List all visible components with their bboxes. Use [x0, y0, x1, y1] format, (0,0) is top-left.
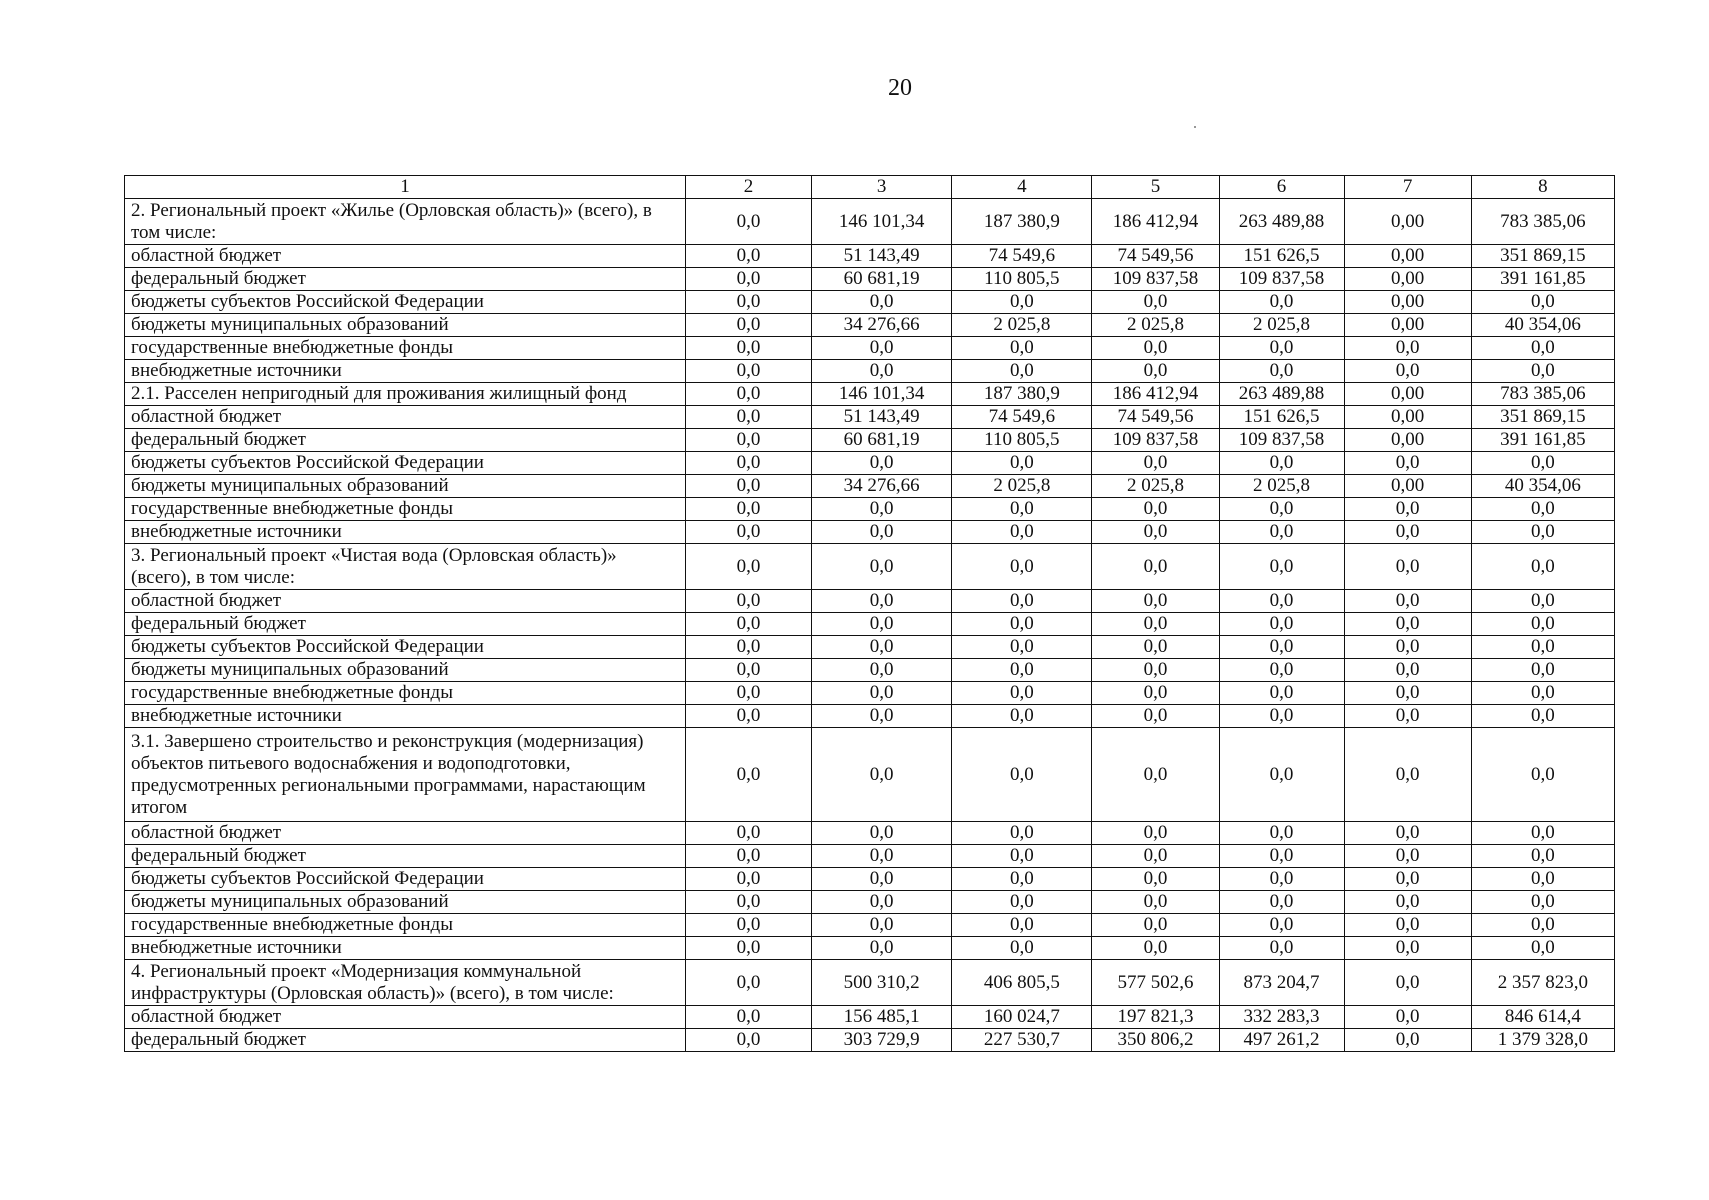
- cell-value: 0,0: [1092, 452, 1219, 475]
- cell-value: 0,0: [685, 822, 811, 845]
- cell-value: 0,0: [952, 590, 1092, 613]
- cell-value: 0,0: [685, 406, 811, 429]
- cell-value: 2 025,8: [1092, 314, 1219, 337]
- cell-value: 0,0: [1219, 636, 1344, 659]
- cell-value: 0,0: [1092, 360, 1219, 383]
- cell-value: 0,0: [811, 452, 951, 475]
- table-row: [125, 199, 1615, 245]
- cell-value: 0,00: [1344, 268, 1471, 291]
- column-number-2: 2: [685, 176, 811, 199]
- row-label: федеральный бюджет: [125, 613, 686, 636]
- row-label: областной бюджет: [125, 590, 686, 613]
- cell-value: 0,0: [685, 937, 811, 960]
- cell-value: 0,0: [1344, 636, 1471, 659]
- cell-value: 186 412,94: [1092, 383, 1219, 406]
- cell-value: 0,0: [1344, 845, 1471, 868]
- cell-value: 0,0: [1092, 914, 1219, 937]
- cell-value: 146 101,34: [811, 199, 951, 245]
- cell-value: 0,0: [1471, 659, 1614, 682]
- cell-value: 873 204,7: [1219, 960, 1344, 1006]
- cell-value: 0,0: [811, 822, 951, 845]
- cell-value: 151 626,5: [1219, 406, 1344, 429]
- cell-value: 0,0: [685, 636, 811, 659]
- cell-value: 0,0: [1092, 845, 1219, 868]
- cell-value: 0,0: [952, 452, 1092, 475]
- cell-value: 0,0: [1092, 937, 1219, 960]
- table-row: [125, 845, 1615, 868]
- cell-value: 0,00: [1344, 475, 1471, 498]
- cell-value: 0,0: [1092, 544, 1219, 590]
- cell-value: 40 354,06: [1471, 475, 1614, 498]
- row-label: бюджеты муниципальных образований: [125, 891, 686, 914]
- row-label: 3. Региональный проект «Чистая вода (Орловская область)» (всего), в том числе:: [125, 544, 686, 590]
- cell-value: 0,0: [952, 498, 1092, 521]
- cell-value: 0,0: [1471, 360, 1614, 383]
- row-label: внебюджетные источники: [125, 705, 686, 728]
- cell-value: 0,0: [1471, 914, 1614, 937]
- row-label: областной бюджет: [125, 1006, 686, 1029]
- cell-value: 0,0: [952, 613, 1092, 636]
- cell-value: 0,0: [1219, 728, 1344, 822]
- cell-value: 0,0: [1092, 590, 1219, 613]
- cell-value: 0,0: [1344, 659, 1471, 682]
- cell-value: 0,00: [1344, 429, 1471, 452]
- cell-value: 0,0: [811, 937, 951, 960]
- cell-value: 0,0: [1471, 868, 1614, 891]
- cell-value: 186 412,94: [1092, 199, 1219, 245]
- table-row: [125, 475, 1615, 498]
- cell-value: 0,0: [685, 360, 811, 383]
- cell-value: 0,0: [1471, 728, 1614, 822]
- cell-value: 0,0: [1219, 452, 1344, 475]
- cell-value: 0,0: [1092, 659, 1219, 682]
- cell-value: 0,0: [1344, 960, 1471, 1006]
- cell-value: 0,0: [1344, 1029, 1471, 1052]
- row-label: федеральный бюджет: [125, 845, 686, 868]
- cell-value: 0,0: [811, 728, 951, 822]
- cell-value: 1 379 328,0: [1471, 1029, 1614, 1052]
- row-label: областной бюджет: [125, 245, 686, 268]
- cell-value: 109 837,58: [1092, 268, 1219, 291]
- cell-value: 0,0: [811, 659, 951, 682]
- cell-value: 332 283,3: [1219, 1006, 1344, 1029]
- cell-value: 2 357 823,0: [1471, 960, 1614, 1006]
- table-row: [125, 613, 1615, 636]
- table-row: [125, 822, 1615, 845]
- cell-value: 74 549,56: [1092, 245, 1219, 268]
- cell-value: 0,00: [1344, 199, 1471, 245]
- cell-value: 0,0: [1092, 636, 1219, 659]
- row-label: бюджеты муниципальных образований: [125, 659, 686, 682]
- cell-value: 2 025,8: [1092, 475, 1219, 498]
- cell-value: 0,0: [1092, 891, 1219, 914]
- row-label: внебюджетные источники: [125, 360, 686, 383]
- table-row: [125, 1029, 1615, 1052]
- column-number-6: 6: [1219, 176, 1344, 199]
- cell-value: 0,0: [1092, 682, 1219, 705]
- cell-value: 0,0: [685, 1029, 811, 1052]
- cell-value: 0,0: [1219, 360, 1344, 383]
- cell-value: 51 143,49: [811, 406, 951, 429]
- cell-value: 156 485,1: [811, 1006, 951, 1029]
- cell-value: 0,0: [1092, 822, 1219, 845]
- cell-value: 0,0: [1092, 705, 1219, 728]
- cell-value: 0,0: [1471, 891, 1614, 914]
- cell-value: 0,0: [1219, 705, 1344, 728]
- table-row: [125, 383, 1615, 406]
- cell-value: 0,0: [685, 291, 811, 314]
- cell-value: 0,0: [1471, 498, 1614, 521]
- column-number-1: 1: [125, 176, 686, 199]
- cell-value: 0,0: [1471, 452, 1614, 475]
- cell-value: 0,0: [952, 636, 1092, 659]
- cell-value: 2 025,8: [952, 475, 1092, 498]
- cell-value: 0,0: [1471, 521, 1614, 544]
- cell-value: 0,0: [1471, 822, 1614, 845]
- cell-value: 0,0: [811, 914, 951, 937]
- cell-value: 0,0: [1219, 337, 1344, 360]
- table-row: [125, 659, 1615, 682]
- cell-value: 110 805,5: [952, 429, 1092, 452]
- cell-value: 0,0: [811, 682, 951, 705]
- cell-value: 109 837,58: [1219, 268, 1344, 291]
- cell-value: 0,0: [952, 728, 1092, 822]
- cell-value: 0,0: [685, 613, 811, 636]
- row-label: бюджеты субъектов Российской Федерации: [125, 636, 686, 659]
- cell-value: 0,0: [685, 845, 811, 868]
- row-label: 4. Региональный проект «Модернизация коммунальной инфраструктуры (Орловская область)» (всего), в том числе:: [125, 960, 686, 1006]
- cell-value: 0,0: [811, 291, 951, 314]
- cell-value: 0,0: [1219, 544, 1344, 590]
- cell-value: 0,00: [1344, 406, 1471, 429]
- cell-value: 151 626,5: [1219, 245, 1344, 268]
- cell-value: 846 614,4: [1471, 1006, 1614, 1029]
- table-row: [125, 291, 1615, 314]
- table-row: [125, 914, 1615, 937]
- row-label: федеральный бюджет: [125, 429, 686, 452]
- cell-value: 0,0: [1471, 337, 1614, 360]
- cell-value: 0,0: [1344, 452, 1471, 475]
- table-row: [125, 544, 1615, 590]
- table-row: [125, 682, 1615, 705]
- cell-value: 0,0: [1344, 1006, 1471, 1029]
- cell-value: 0,0: [1471, 636, 1614, 659]
- column-number-8: 8: [1471, 176, 1614, 199]
- row-label: областной бюджет: [125, 406, 686, 429]
- cell-value: 0,0: [811, 521, 951, 544]
- cell-value: 0,0: [1092, 337, 1219, 360]
- cell-value: 0,0: [685, 659, 811, 682]
- cell-value: 2 025,8: [952, 314, 1092, 337]
- cell-value: 0,0: [1219, 845, 1344, 868]
- cell-value: 197 821,3: [1092, 1006, 1219, 1029]
- cell-value: 0,0: [952, 659, 1092, 682]
- cell-value: 500 310,2: [811, 960, 951, 1006]
- row-label: 3.1. Завершено строительство и реконструкция (модернизация) объектов питьевого водоснабжения и водоподготовки, предусмотренных региональными программами, нарастающим итогом: [125, 728, 686, 822]
- cell-value: 34 276,66: [811, 314, 951, 337]
- cell-value: 0,00: [1344, 383, 1471, 406]
- row-label: государственные внебюджетные фонды: [125, 337, 686, 360]
- cell-value: 0,0: [1344, 544, 1471, 590]
- cell-value: 0,0: [1344, 682, 1471, 705]
- cell-value: 0,0: [952, 544, 1092, 590]
- cell-value: 0,0: [1219, 498, 1344, 521]
- cell-value: 0,0: [1471, 590, 1614, 613]
- cell-value: 0,0: [685, 914, 811, 937]
- cell-value: 303 729,9: [811, 1029, 951, 1052]
- table-row: [125, 1006, 1615, 1029]
- cell-value: 187 380,9: [952, 383, 1092, 406]
- cell-value: 0,0: [685, 868, 811, 891]
- cell-value: 0,0: [1219, 613, 1344, 636]
- row-label: бюджеты субъектов Российской Федерации: [125, 291, 686, 314]
- cell-value: 0,0: [685, 544, 811, 590]
- cell-value: 0,0: [811, 544, 951, 590]
- cell-value: 0,0: [952, 705, 1092, 728]
- cell-value: 0,0: [952, 937, 1092, 960]
- cell-value: 0,0: [1471, 845, 1614, 868]
- cell-value: 0,0: [685, 498, 811, 521]
- table-row: [125, 937, 1615, 960]
- cell-value: 74 549,6: [952, 406, 1092, 429]
- cell-value: 351 869,15: [1471, 406, 1614, 429]
- cell-value: 0,0: [1344, 337, 1471, 360]
- page-number: 20: [888, 75, 912, 101]
- cell-value: 0,0: [811, 636, 951, 659]
- cell-value: 0,0: [1219, 659, 1344, 682]
- row-label: областной бюджет: [125, 822, 686, 845]
- row-label: внебюджетные источники: [125, 937, 686, 960]
- column-number-7: 7: [1344, 176, 1471, 199]
- cell-value: 51 143,49: [811, 245, 951, 268]
- cell-value: 0,0: [685, 960, 811, 1006]
- cell-value: 0,0: [1092, 613, 1219, 636]
- row-label: государственные внебюджетные фонды: [125, 498, 686, 521]
- table-row: [125, 636, 1615, 659]
- cell-value: 0,0: [1092, 291, 1219, 314]
- cell-value: 34 276,66: [811, 475, 951, 498]
- cell-value: 0,0: [952, 845, 1092, 868]
- cell-value: 0,0: [685, 245, 811, 268]
- cell-value: 146 101,34: [811, 383, 951, 406]
- table-row: [125, 245, 1615, 268]
- scan-speck: [1194, 126, 1196, 128]
- cell-value: 0,0: [1219, 682, 1344, 705]
- row-label: федеральный бюджет: [125, 268, 686, 291]
- table-row: [125, 406, 1615, 429]
- cell-value: 74 549,56: [1092, 406, 1219, 429]
- cell-value: 0,0: [1219, 590, 1344, 613]
- cell-value: 0,0: [685, 590, 811, 613]
- column-number-row: [125, 176, 1615, 199]
- table-row: [125, 960, 1615, 1006]
- cell-value: 0,0: [1344, 360, 1471, 383]
- table-body: [125, 199, 1615, 1052]
- row-label: бюджеты субъектов Российской Федерации: [125, 868, 686, 891]
- cell-value: 0,0: [1092, 868, 1219, 891]
- table-row: [125, 314, 1615, 337]
- cell-value: 0,0: [685, 521, 811, 544]
- table-row: [125, 268, 1615, 291]
- cell-value: 350 806,2: [1092, 1029, 1219, 1052]
- row-label: бюджеты муниципальных образований: [125, 475, 686, 498]
- cell-value: 109 837,58: [1092, 429, 1219, 452]
- cell-value: 577 502,6: [1092, 960, 1219, 1006]
- cell-value: 0,00: [1344, 314, 1471, 337]
- cell-value: 0,0: [1471, 682, 1614, 705]
- cell-value: 0,0: [685, 728, 811, 822]
- cell-value: 0,0: [811, 845, 951, 868]
- cell-value: 0,0: [1344, 705, 1471, 728]
- column-number-5: 5: [1092, 176, 1219, 199]
- cell-value: 0,0: [952, 868, 1092, 891]
- cell-value: 0,0: [952, 682, 1092, 705]
- cell-value: 0,0: [1344, 822, 1471, 845]
- cell-value: 0,0: [1344, 891, 1471, 914]
- cell-value: 0,0: [811, 613, 951, 636]
- cell-value: 109 837,58: [1219, 429, 1344, 452]
- cell-value: 0,0: [952, 337, 1092, 360]
- cell-value: 351 869,15: [1471, 245, 1614, 268]
- cell-value: 0,0: [1092, 728, 1219, 822]
- cell-value: 2 025,8: [1219, 314, 1344, 337]
- cell-value: 0,0: [685, 891, 811, 914]
- row-label: бюджеты муниципальных образований: [125, 314, 686, 337]
- table-row: [125, 360, 1615, 383]
- cell-value: 0,0: [1219, 521, 1344, 544]
- cell-value: 0,0: [1344, 590, 1471, 613]
- cell-value: 0,00: [1344, 245, 1471, 268]
- cell-value: 0,0: [1219, 937, 1344, 960]
- row-label: федеральный бюджет: [125, 1029, 686, 1052]
- cell-value: 0,0: [952, 891, 1092, 914]
- cell-value: 60 681,19: [811, 268, 951, 291]
- cell-value: 0,0: [685, 268, 811, 291]
- cell-value: 391 161,85: [1471, 429, 1614, 452]
- row-label: 2.1. Расселен непригодный для проживания жилищный фонд: [125, 383, 686, 406]
- row-label: государственные внебюджетные фонды: [125, 682, 686, 705]
- cell-value: 74 549,6: [952, 245, 1092, 268]
- cell-value: 40 354,06: [1471, 314, 1614, 337]
- cell-value: 0,0: [1092, 521, 1219, 544]
- cell-value: 783 385,06: [1471, 199, 1614, 245]
- row-label: бюджеты субъектов Российской Федерации: [125, 452, 686, 475]
- cell-value: 0,0: [1092, 498, 1219, 521]
- cell-value: 187 380,9: [952, 199, 1092, 245]
- cell-value: 0,0: [952, 822, 1092, 845]
- cell-value: 0,0: [1219, 914, 1344, 937]
- cell-value: 0,0: [1344, 521, 1471, 544]
- financing-table: [124, 175, 1615, 1052]
- cell-value: 0,0: [1344, 914, 1471, 937]
- cell-value: 391 161,85: [1471, 268, 1614, 291]
- cell-value: 0,0: [685, 337, 811, 360]
- cell-value: 0,0: [1471, 613, 1614, 636]
- cell-value: 0,0: [1344, 498, 1471, 521]
- cell-value: 0,0: [952, 291, 1092, 314]
- cell-value: 0,0: [1344, 613, 1471, 636]
- cell-value: 0,00: [1344, 291, 1471, 314]
- cell-value: 0,0: [952, 360, 1092, 383]
- cell-value: 497 261,2: [1219, 1029, 1344, 1052]
- cell-value: 0,0: [1219, 868, 1344, 891]
- cell-value: 0,0: [685, 199, 811, 245]
- cell-value: 0,0: [685, 682, 811, 705]
- cell-value: 0,0: [685, 452, 811, 475]
- cell-value: 0,0: [1219, 891, 1344, 914]
- column-number-3: 3: [811, 176, 951, 199]
- row-label: 2. Региональный проект «Жилье (Орловская область)» (всего), в том числе:: [125, 199, 686, 245]
- cell-value: 0,0: [1471, 937, 1614, 960]
- cell-value: 2 025,8: [1219, 475, 1344, 498]
- table-row: [125, 705, 1615, 728]
- cell-value: 0,0: [811, 337, 951, 360]
- cell-value: 0,0: [811, 498, 951, 521]
- cell-value: 406 805,5: [952, 960, 1092, 1006]
- cell-value: 0,0: [685, 475, 811, 498]
- cell-value: 0,0: [1471, 544, 1614, 590]
- cell-value: 0,0: [685, 383, 811, 406]
- row-label: внебюджетные источники: [125, 521, 686, 544]
- cell-value: 263 489,88: [1219, 199, 1344, 245]
- cell-value: 60 681,19: [811, 429, 951, 452]
- table-row: [125, 452, 1615, 475]
- cell-value: 0,0: [811, 360, 951, 383]
- cell-value: 110 805,5: [952, 268, 1092, 291]
- cell-value: 0,0: [685, 314, 811, 337]
- cell-value: 0,0: [811, 891, 951, 914]
- cell-value: 0,0: [1344, 937, 1471, 960]
- cell-value: 227 530,7: [952, 1029, 1092, 1052]
- table-row: [125, 498, 1615, 521]
- cell-value: 0,0: [811, 590, 951, 613]
- cell-value: 0,0: [1344, 728, 1471, 822]
- cell-value: 0,0: [685, 1006, 811, 1029]
- cell-value: 0,0: [1219, 822, 1344, 845]
- cell-value: 0,0: [1471, 705, 1614, 728]
- table-row: [125, 891, 1615, 914]
- table-row: [125, 728, 1615, 822]
- cell-value: 0,0: [685, 705, 811, 728]
- cell-value: 0,0: [952, 521, 1092, 544]
- cell-value: 0,0: [811, 868, 951, 891]
- cell-value: 0,0: [952, 914, 1092, 937]
- cell-value: 0,0: [1471, 291, 1614, 314]
- cell-value: 0,0: [811, 705, 951, 728]
- table-row: [125, 337, 1615, 360]
- table-row: [125, 521, 1615, 544]
- table-row: [125, 429, 1615, 452]
- column-number-4: 4: [952, 176, 1092, 199]
- cell-value: 160 024,7: [952, 1006, 1092, 1029]
- cell-value: 0,0: [685, 429, 811, 452]
- cell-value: 0,0: [1219, 291, 1344, 314]
- table-row: [125, 590, 1615, 613]
- cell-value: 0,0: [1344, 868, 1471, 891]
- cell-value: 263 489,88: [1219, 383, 1344, 406]
- cell-value: 783 385,06: [1471, 383, 1614, 406]
- row-label: государственные внебюджетные фонды: [125, 914, 686, 937]
- table-row: [125, 868, 1615, 891]
